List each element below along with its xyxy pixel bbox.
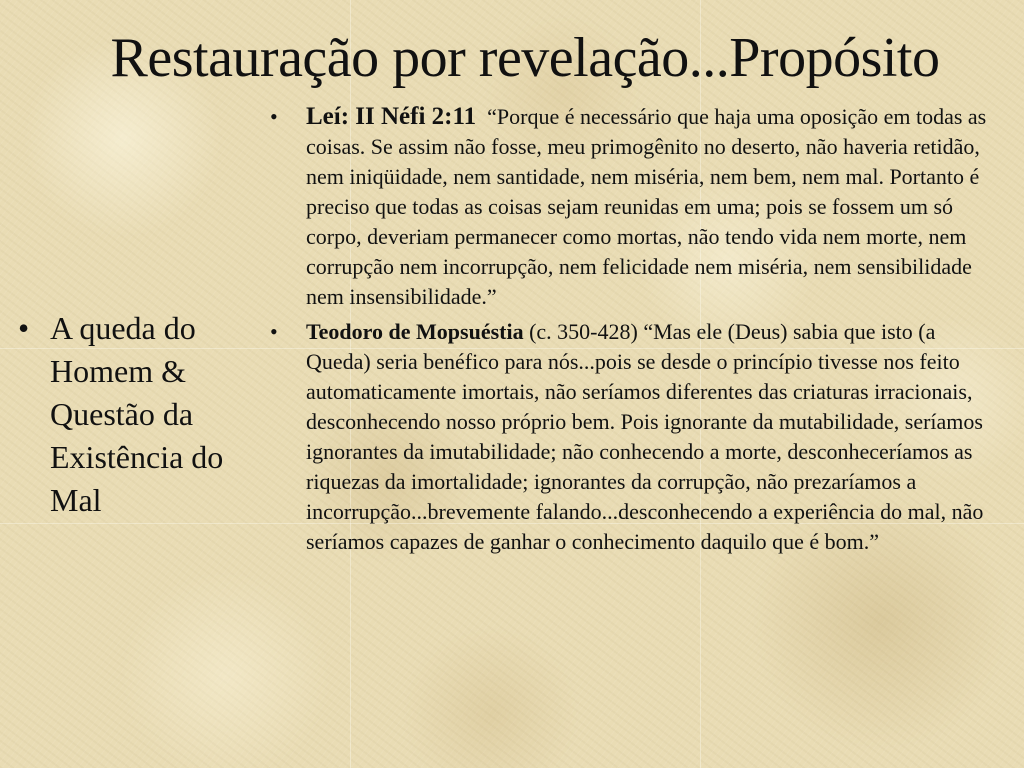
quote-text: (c. 350-428) “Mas ele (Deus) sabia que isto (a Queda) seria benéfico para nós...pois se desde o princípio tivesse nos feito automaticamente imortais, não seríamos diferentes das criaturas irracionais, desconhecendo nosso próprio bem. Pois ignorante da mutabilidade, seríamos ignorantes da imutabilidade; não conhecendo a morte, desconheceríamos as riquezas da imortalidade; ignorantes da corrupção, não prezaríamos a incorrupção...brevemente falando...desconhecendo a experiência do mal, não seríamos capazes de ganhar o conhecimento daquilo que é bom.” <box>306 319 984 554</box>
quote-text: “Porque é necessário que haja uma oposição em todas as coisas. Se assim não fosse, meu primogênito no deserto, não haveria retidão, nem iniqüidade, nem santidade, nem miséria, nem bem, nem mal. Portanto é preciso que todas as coisas sejam reunidas em uma; pois se fossem um só corpo, deveriam permanecer como mortas, não tendo vida nem morte, nem corrupção nem incorrupção, nem felicidade nem miséria, nem sensibilidade nem insensibilidade.” <box>306 104 987 309</box>
list-item <box>18 307 273 522</box>
slide-title: Restauração por revelação...Propósito <box>110 27 940 89</box>
bullet-icon: • <box>18 310 30 346</box>
topic-text: A queda do Homem & Questão da Existência do Mal <box>50 310 224 518</box>
list-item <box>268 317 1003 557</box>
quote-source: Leí: II Néfi 2:11 <box>306 103 477 130</box>
list-item <box>268 102 1003 312</box>
right-column <box>268 102 1003 557</box>
bullet-icon: • <box>270 104 278 129</box>
bullet-icon: • <box>270 319 278 344</box>
quote-source: Teodoro de Mopsuéstia <box>306 319 524 344</box>
left-column <box>18 307 273 522</box>
